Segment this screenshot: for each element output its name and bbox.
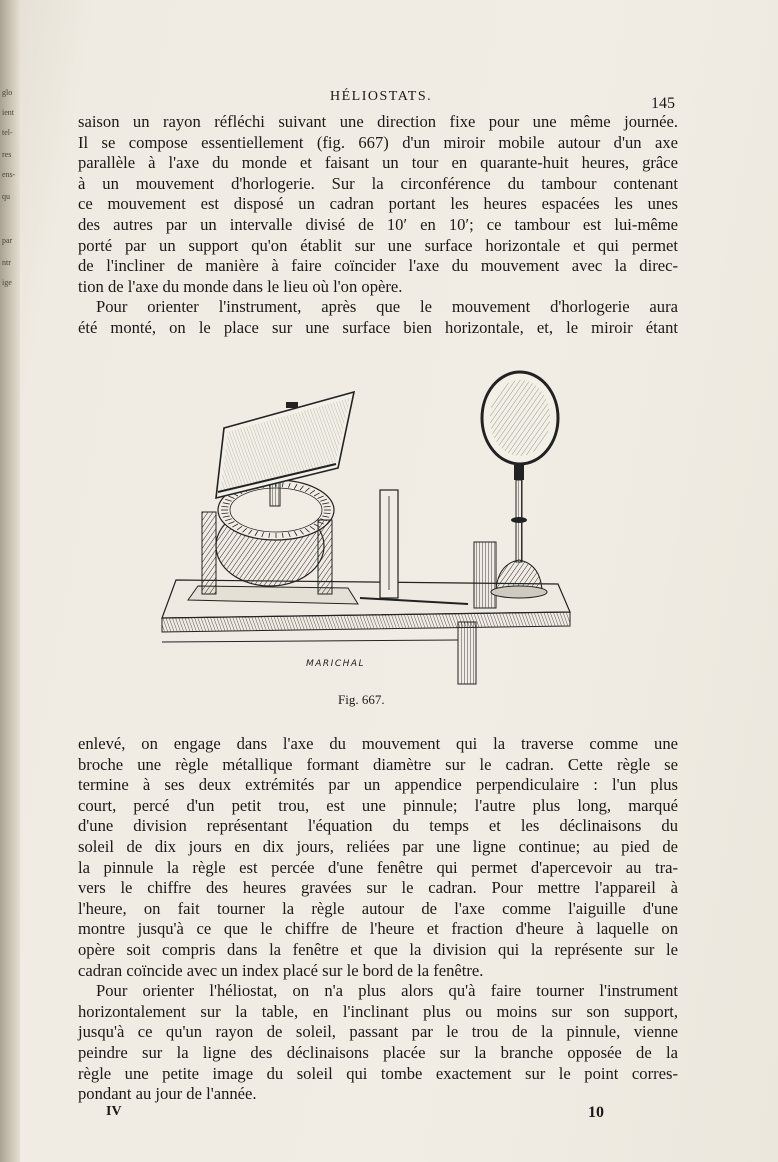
sheet-signature: 10 — [588, 1104, 604, 1121]
text-line: court, percé d'un petit trou, est une pinnule; l'autre plus long, marqué — [78, 795, 678, 815]
text-line: la pinnule la règle est percée d'une fenêtre qui permet d'apercevoir au tra- — [78, 857, 678, 877]
text-line: été monté, on le place sur une surface bien horizontale, et, le miroir étant — [78, 317, 678, 337]
text-line: Pour orienter l'instrument, après que le mouvement d'horlogerie aura — [96, 297, 678, 317]
text-line: l'heure, on fait tourner la règle autour de l'axe comme l'aiguille d'une — [78, 898, 678, 918]
text-line: montre jusqu'à ce que le chiffre de l'heure et fraction d'heure à laquelle on — [78, 919, 678, 939]
text-line: broche une règle métallique formant diamètre sur le cadran. Cette règle se — [78, 754, 678, 774]
text-line: d'une division représentant l'équation du temps et les déclinaisons du — [78, 816, 678, 836]
text-line: pondant au jour de l'année. — [78, 1084, 257, 1104]
body-text-top — [78, 112, 678, 339]
left-page-fragment: ige — [2, 278, 12, 287]
left-page-fragment: ntr — [2, 258, 11, 267]
body-text-bottom — [78, 734, 678, 1105]
running-title: HÉLIOSTATS. — [330, 89, 433, 104]
volume-signature: IV — [106, 1104, 122, 1119]
text-line: opère soit compris dans la fenêtre et que la division qui la représente sur le — [78, 939, 678, 959]
text-line: de l'incliner de manière à faire coïncider l'axe du mouvement avec la direc- — [78, 256, 678, 276]
text-line: porté par un support qu'on établit sur une surface horizontale et qui permet — [78, 235, 678, 255]
text-line: vers le chiffre des heures gravées sur le cadran. Pour mettre l'appareil à — [78, 878, 678, 898]
text-line: enlevé, on engage dans l'axe du mouvement qui la traverse comme une — [78, 734, 678, 753]
text-line: saison un rayon réfléchi suivant une direction fixe pour une même journée. — [78, 112, 678, 131]
text-line: Il se compose essentiellement (fig. 667) d'un miroir mobile autour d'un axe — [78, 132, 678, 152]
text-line: à un mouvement d'horlogerie. Sur la circonférence du tambour contenant — [78, 173, 678, 193]
text-line: cadran coïncide avec un index placé sur le bord de la fenêtre. — [78, 960, 484, 980]
left-page-fragment: ient — [2, 108, 14, 117]
page-footer — [20, 1104, 778, 1128]
engraver-signature: MARICHAL — [306, 659, 366, 669]
text-line: des autres par un intervalle divisé de 10′ en 10′; ce tambour est lui-même — [78, 214, 678, 234]
book-page — [20, 0, 778, 1162]
left-page-fragment: par — [2, 236, 13, 245]
text-line: termine à ses deux extrémités par un appendice perpendiculaire : l'un plus — [78, 775, 678, 795]
page-header — [20, 89, 778, 111]
text-line: tion de l'axe du monde dans le lieu où l'on opère. — [78, 276, 403, 296]
text-line: jusqu'à ce qu'un rayon de soleil, passant par le trou de la pinnule, vienne — [78, 1022, 678, 1042]
figure-caption: Fig. 667. — [338, 692, 385, 707]
text-line: soleil de dix jours en dix jours, reliées par une ligne continue; au pied de — [78, 836, 678, 856]
text-line: parallèle à l'axe du monde et faisant un tour en quarante-huit heures, grâce — [78, 153, 678, 173]
text-line: ce mouvement est disposé un cadran portant les heures espacées les unes — [78, 194, 678, 214]
left-page-fragment: res — [2, 150, 12, 159]
adjacent-page-edge — [0, 0, 20, 1162]
left-page-fragment: glo — [2, 88, 13, 97]
left-page-fragment: ens- — [2, 170, 16, 179]
left-page-fragment: tel- — [2, 128, 13, 137]
text-line: peindre sur la ligne des déclinaisons placée sur la branche opposée de la — [78, 1042, 678, 1062]
text-line: règle une petite image du soleil qui tombe exactement sur le point corres- — [78, 1063, 678, 1083]
text-line: horizontalement sur la table, en l'inclinant plus ou moins sur son support, — [78, 1001, 678, 1021]
heliostat-engraving — [158, 360, 578, 690]
page-number: 145 — [651, 95, 675, 112]
left-page-fragment: qu — [2, 192, 10, 201]
text-line: Pour orienter l'héliostat, on n'a plus alors qu'à faire tourner l'instrument — [96, 981, 678, 1001]
